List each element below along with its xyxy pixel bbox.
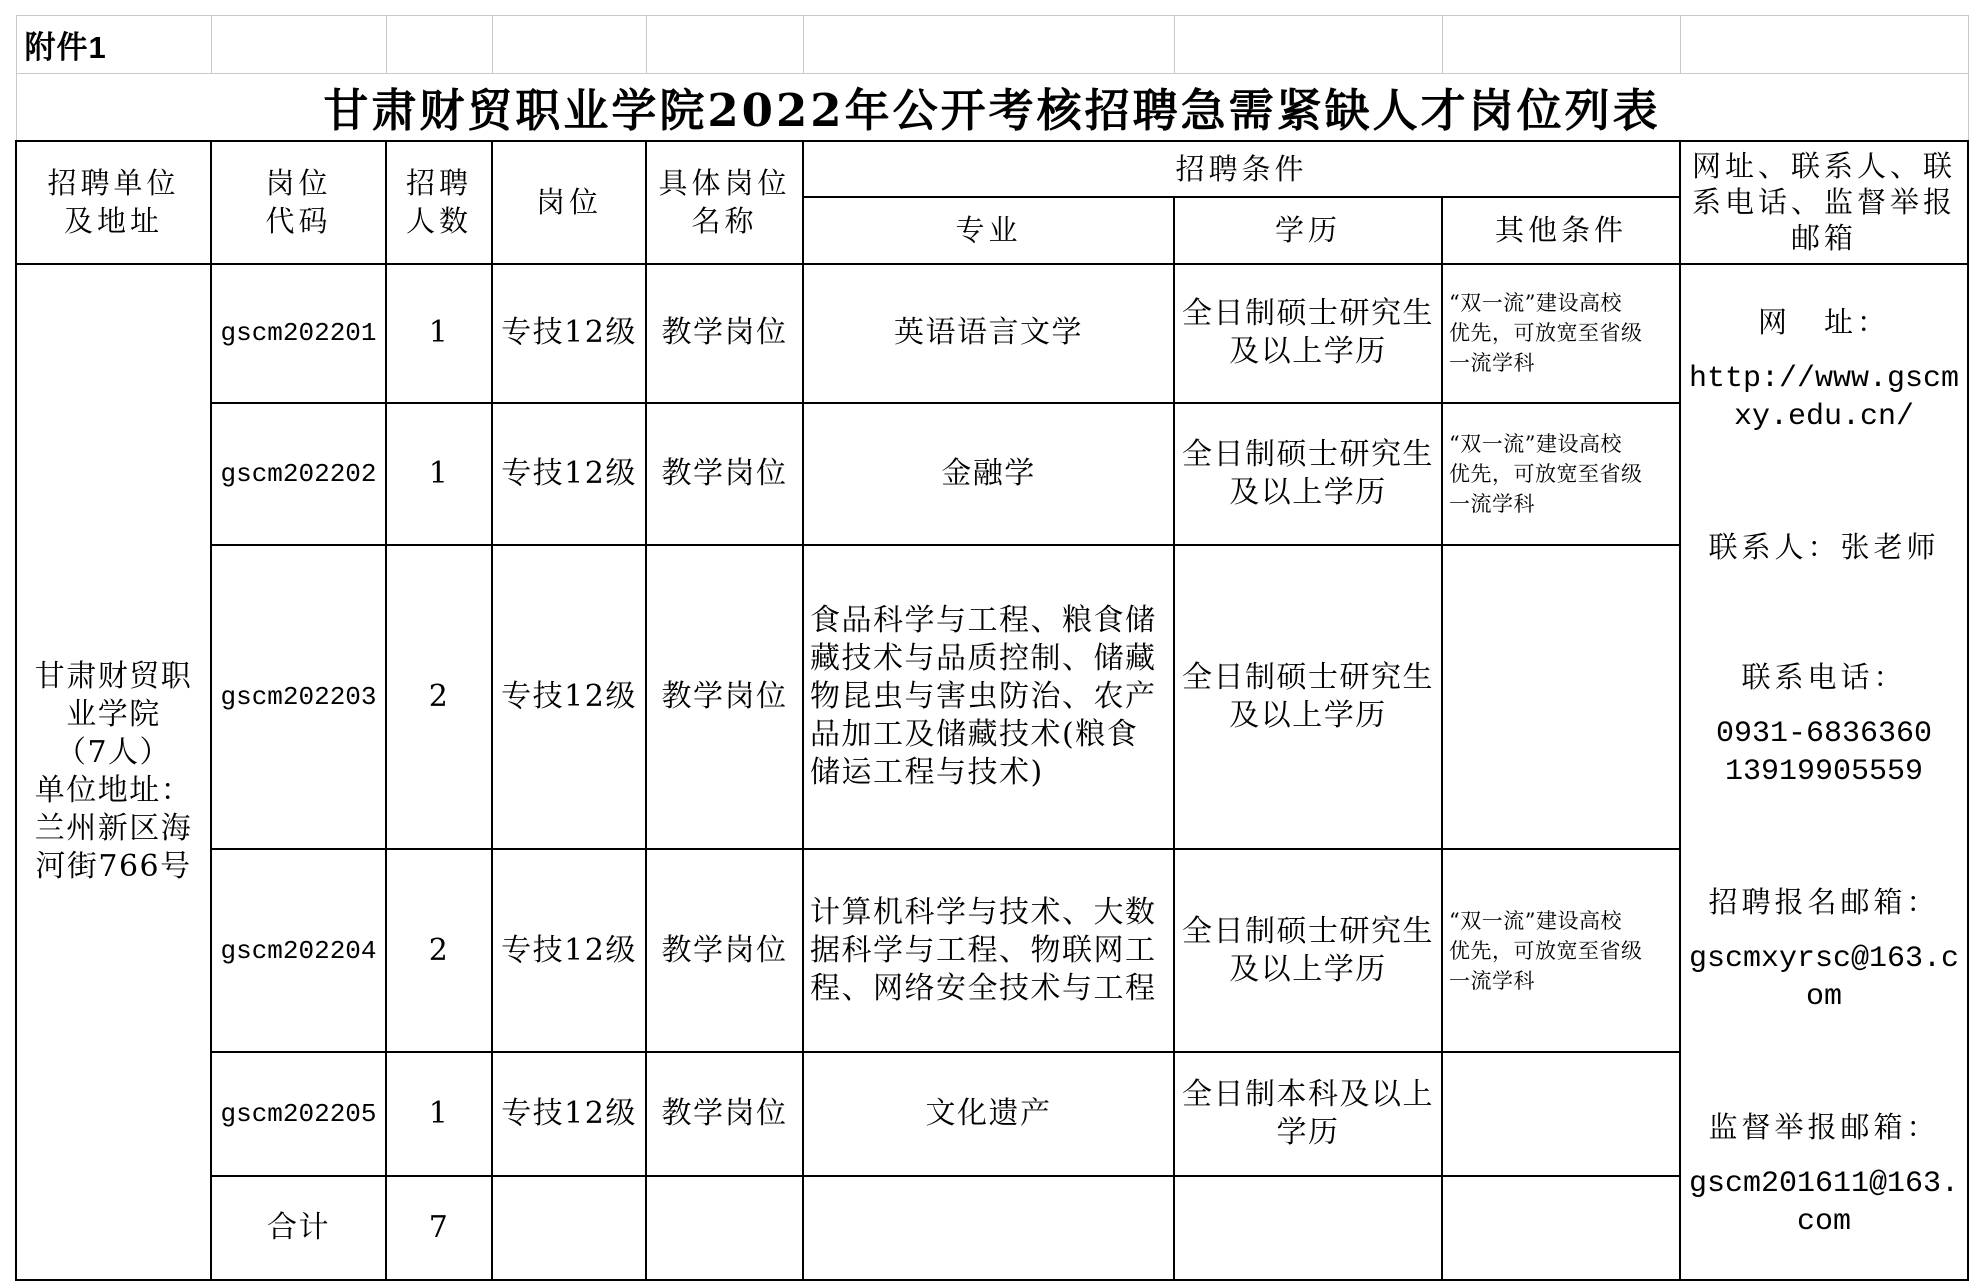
major-cell: 文化遗产 [803, 1052, 1174, 1176]
education-cell: 全日制硕士研究生 及以上学历 [1174, 849, 1442, 1052]
apply-email-block [1681, 864, 1967, 1035]
hire-count-cell: 2 [386, 849, 492, 1052]
table-row [16, 849, 1968, 1052]
attachment-label: 附件1 [16, 16, 211, 74]
total-row [16, 1176, 1968, 1279]
table-row [16, 403, 1968, 545]
phone-numbers: 0931-6836360 13919905559 [1715, 716, 1933, 789]
post-level-cell: 专技12级 [492, 264, 646, 403]
header-education: 学历 [1174, 197, 1442, 264]
hire-count-cell: 1 [386, 1052, 492, 1176]
post-code-cell: gscm202204 [211, 849, 386, 1052]
phone-label: 联系电话： [1741, 659, 1907, 694]
empty-cell [1442, 16, 1680, 74]
empty-cell [492, 16, 646, 74]
report-email: gscm201611@163.com [1688, 1166, 1960, 1239]
header-major: 专业 [803, 197, 1174, 264]
table-row [16, 264, 1968, 403]
education-cell: 全日制硕士研究生 及以上学历 [1174, 545, 1442, 850]
header-contact: 网址、联系人、联 系电话、监督举报 邮箱 [1680, 141, 1968, 264]
website-label: 网 址： [1757, 304, 1890, 339]
education-cell: 全日制本科及以上 学历 [1174, 1052, 1442, 1176]
post-level-cell: 专技12级 [492, 403, 646, 545]
contact-person: 联系人：张老师 [1708, 529, 1940, 564]
unit-cell: 甘肃财贸职 业学院 （7人） 单位地址： 兰州新区海 河街766号 [16, 264, 211, 1280]
empty-cell [803, 1176, 1174, 1279]
post-code-cell: gscm202205 [211, 1052, 386, 1176]
header-conditions: 招聘条件 [803, 141, 1680, 197]
empty-cell [211, 16, 386, 74]
empty-cell [1680, 16, 1968, 74]
total-label: 合计 [211, 1176, 386, 1279]
hire-count-cell: 1 [386, 264, 492, 403]
major-cell: 英语语言文学 [803, 264, 1174, 403]
recruitment-table [15, 15, 1969, 1281]
contact-person-block [1681, 509, 1967, 585]
page-title: 甘肃财贸职业学院2022年公开考核招聘急需紧缺人才岗位列表 [16, 74, 1968, 141]
empty-cell [1442, 1176, 1680, 1279]
report-email-label: 监督举报邮箱： [1708, 1109, 1940, 1144]
report-email-block [1681, 1089, 1967, 1260]
other-conditions-cell: “双一流”建设高校 优先，可放宽至省级 一流学科 [1442, 849, 1680, 1052]
post-code-cell: gscm202203 [211, 545, 386, 850]
major-cell: 金融学 [803, 403, 1174, 545]
website-block [1681, 284, 1967, 455]
header-post: 岗位 [492, 141, 646, 264]
other-conditions-cell [1442, 1052, 1680, 1176]
header-post-name: 具体岗位 名称 [646, 141, 803, 264]
header-post-code: 岗位 代码 [211, 141, 386, 264]
post-level-cell: 专技12级 [492, 849, 646, 1052]
other-conditions-cell: “双一流”建设高校 优先，可放宽至省级 一流学科 [1442, 264, 1680, 403]
post-level-cell: 专技12级 [492, 1052, 646, 1176]
post-code-cell: gscm202202 [211, 403, 386, 545]
title-row [16, 74, 1968, 141]
table-row [16, 1052, 1968, 1176]
education-cell: 全日制硕士研究生 及以上学历 [1174, 264, 1442, 403]
major-cell: 计算机科学与技术、大数 据科学与工程、物联网工 程、网络安全技术与工程 [803, 849, 1174, 1052]
empty-cell [492, 1176, 646, 1279]
post-code-cell: gscm202201 [211, 264, 386, 403]
empty-cell [803, 16, 1174, 74]
empty-cell [386, 16, 492, 74]
other-conditions-cell [1442, 545, 1680, 850]
website-url: http://www.gscmxy.edu.cn/ [1688, 361, 1960, 434]
hire-count-cell: 2 [386, 545, 492, 850]
table-row [16, 545, 1968, 850]
post-name-cell: 教学岗位 [646, 264, 803, 403]
post-name-cell: 教学岗位 [646, 545, 803, 850]
header-hire-count: 招聘 人数 [386, 141, 492, 264]
post-level-cell: 专技12级 [492, 545, 646, 850]
apply-email: gscmxyrsc@163.com [1688, 941, 1960, 1014]
attachment-row [16, 16, 1968, 74]
apply-email-label: 招聘报名邮箱： [1708, 884, 1940, 919]
education-cell: 全日制硕士研究生 及以上学历 [1174, 403, 1442, 545]
empty-cell [1174, 1176, 1442, 1279]
major-cell: 食品科学与工程、粮食储 藏技术与品质控制、储藏 物昆虫与害虫防治、农产 品加工及储藏技术(粮食 储运工程与技术) [803, 545, 1174, 850]
post-name-cell: 教学岗位 [646, 403, 803, 545]
phone-block [1681, 639, 1967, 810]
total-count: 7 [386, 1176, 492, 1279]
empty-cell [646, 1176, 803, 1279]
empty-cell [1174, 16, 1442, 74]
contact-cell [1680, 264, 1968, 1280]
other-conditions-cell: “双一流”建设高校 优先，可放宽至省级 一流学科 [1442, 403, 1680, 545]
header-unit: 招聘单位 及地址 [16, 141, 211, 264]
post-name-cell: 教学岗位 [646, 849, 803, 1052]
post-name-cell: 教学岗位 [646, 1052, 803, 1176]
empty-cell [646, 16, 803, 74]
hire-count-cell: 1 [386, 403, 492, 545]
header-row [16, 141, 1968, 197]
header-other-conditions: 其他条件 [1442, 197, 1680, 264]
